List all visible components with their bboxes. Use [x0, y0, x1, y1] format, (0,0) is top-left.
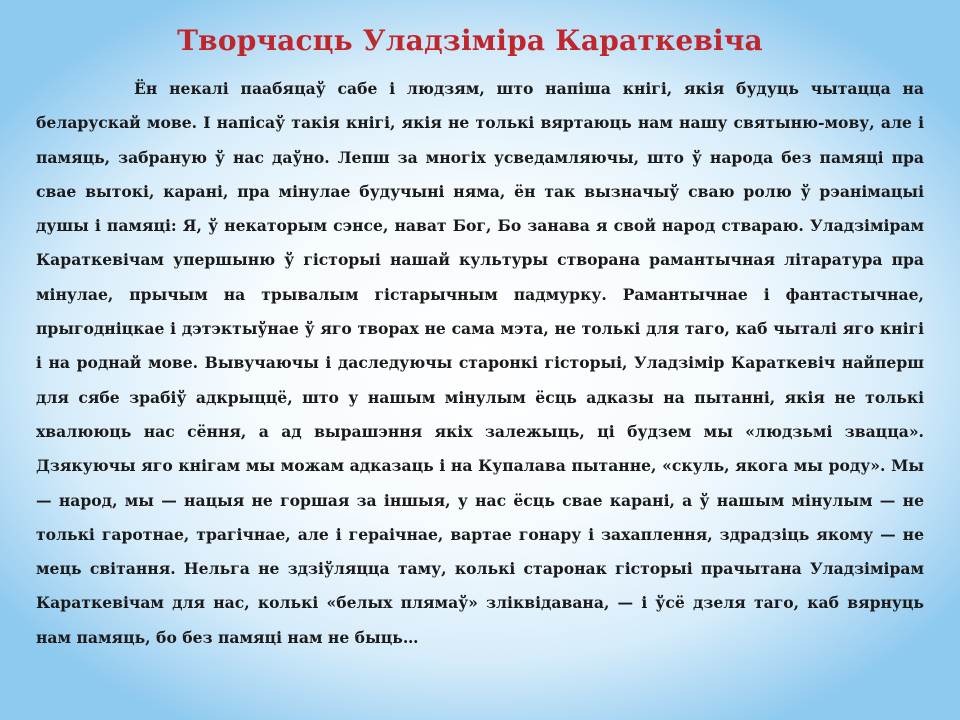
slide-title: Творчасць Уладзіміра Караткевіча: [177, 24, 763, 57]
slide-body-text: Ён некалі паабяцаў сабе і людзям, што напіша кнігі, якія будуць чытацца на беларускай мове. І напісаў такія кнігі, якія не толькі вяртаюць нам нашу святыню-мову, але і памяць, забраную ў нас даўно. Лепш за многіх усведамляючы, што ў народа без памяці пра свае вытокі, карані, пра мінулае будучыні няма, ён так вызначыў сваю ролю ў рэанімацыі душы і памяці: Я, ў некаторым сэнсе, нават Бог, Бо занава я свой народ ствараю. Уладзімірам Караткевічам упершыню ў гісторыі нашай культуры створана рамантычная літаратура пра мінулае, прычым на трывалым гістарычным падмурку. Рамантычнае і фантастычнае, прыгодніцкае і дэтэктыўнае ў яго творах не сама мэта, не толькі для таго, каб чыталі яго кнігі і на роднай мове. Вывучаючы і даследуючы старонкі гісторыі, Уладзімір Караткевіч найперш для сябе зрабіў адкрыццё, што у нашым мінулым ёсць адказы на пытанні, якія не толькі хвалююць нас сёння, а ад вырашэння якіх залежыць, ці будзем мы «людзьмі звацца». Дзякуючы яго кнігам мы можам адказаць і на Купалава пытанне, «скуль, якога мы роду». Мы — народ, мы — нацыя не горшая за іншыя, у нас ёсць свае карані, а ў нашым мінулым — не толькі гаротнае, трагічнае, але і гераічнае, вартае гонару і захаплення, здрадзіць якому — не мець світання. Нельга не здзіўляцца таму, колькі старонак гісторыі прачытана Уладзімірам Караткевічам для нас, колькі «белых плямаў» зліквідавана, — і ўсё дзеля таго, каб вярнуць нам памяць, бо без памяці нам не быць…: [36, 79, 924, 647]
